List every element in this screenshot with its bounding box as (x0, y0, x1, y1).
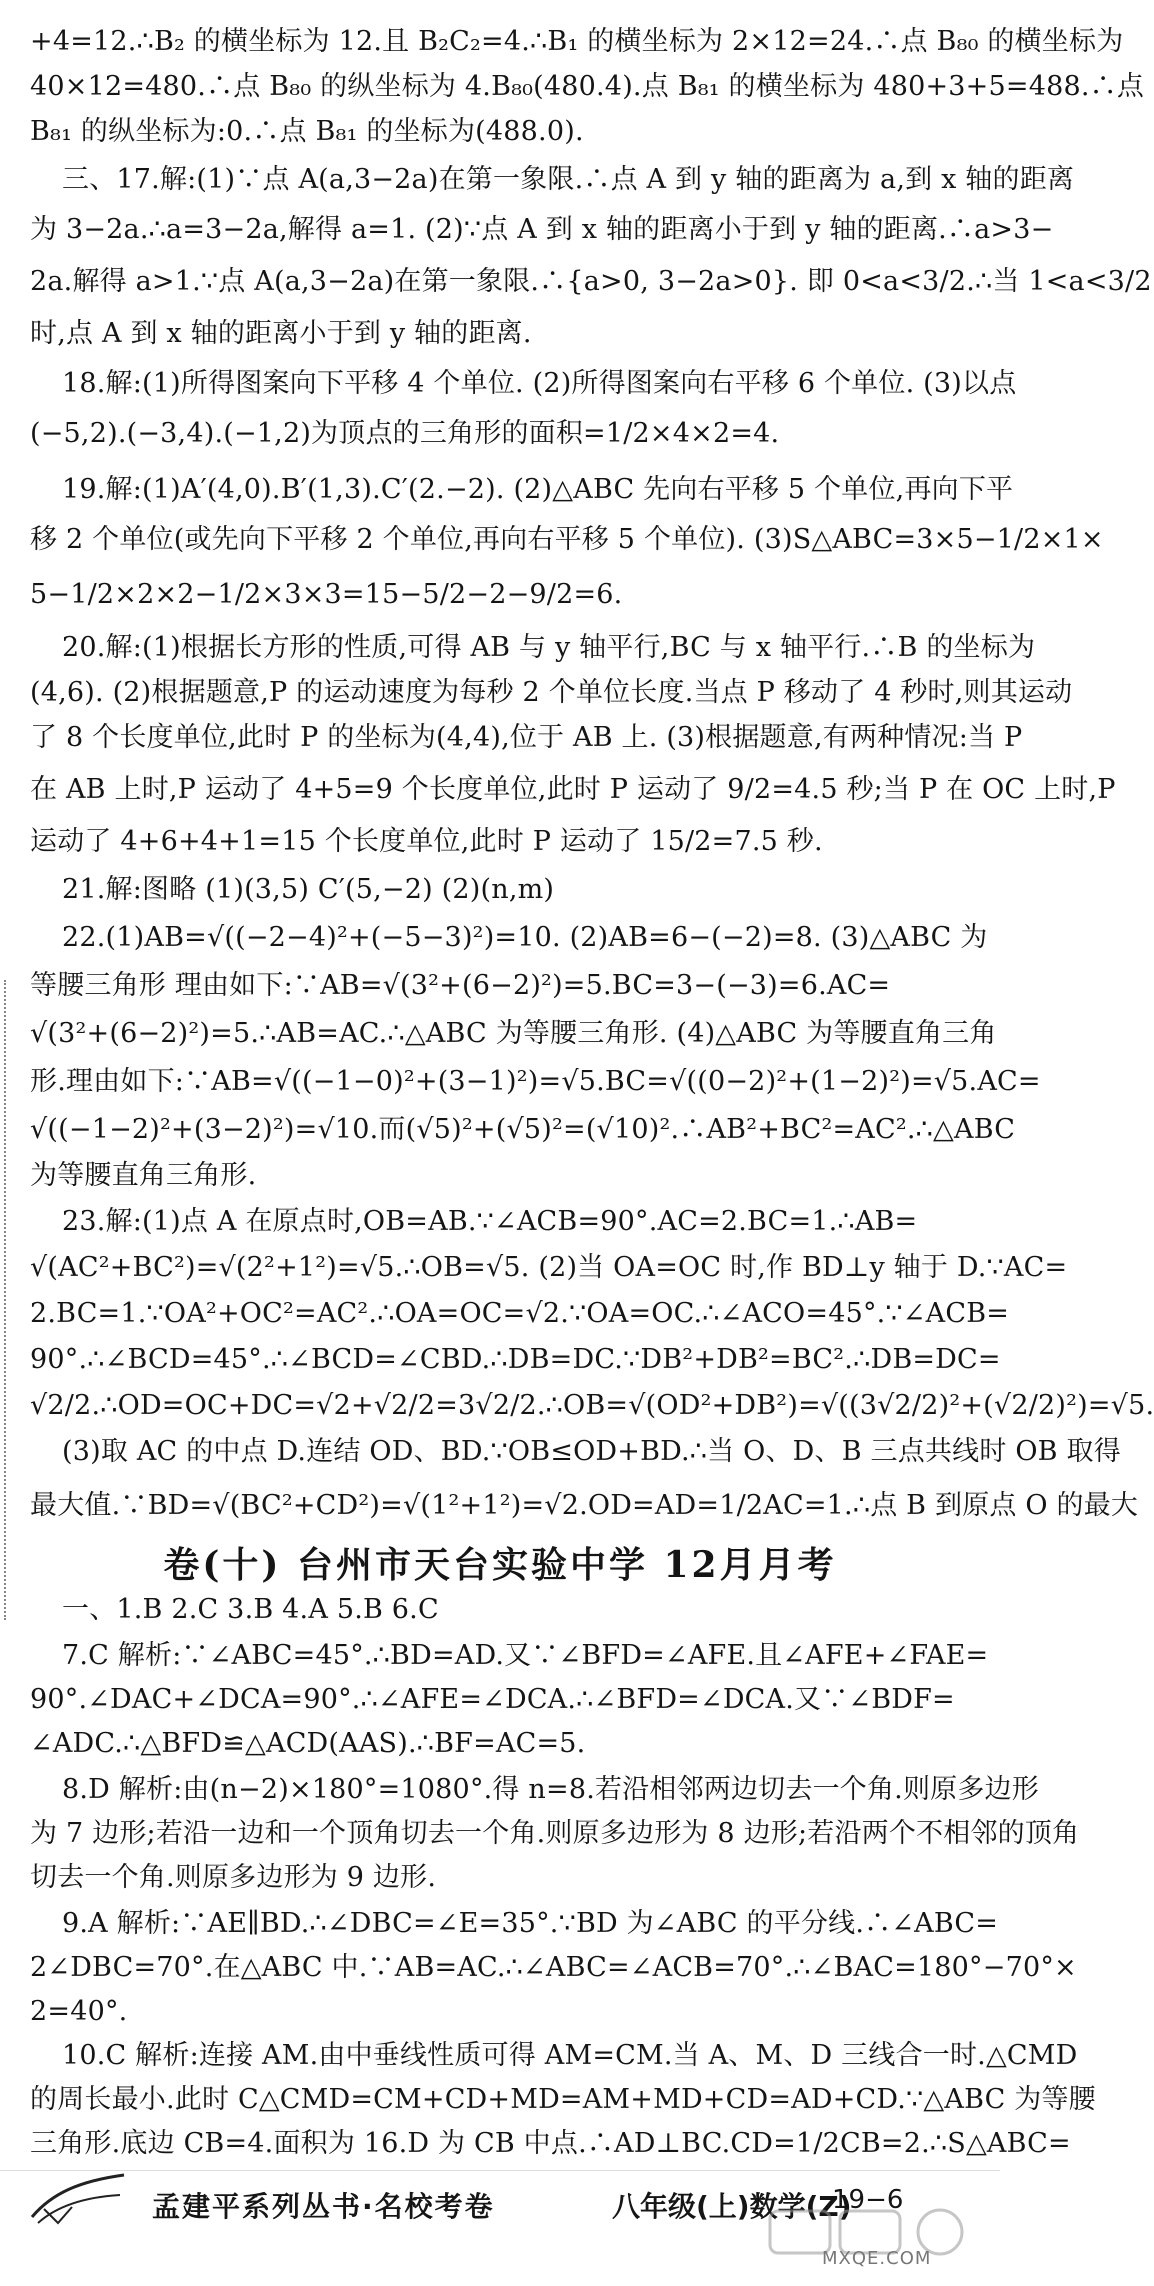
watermark-text: MXQE.COM (822, 2248, 932, 2269)
text-line: 时,点 A 到 x 轴的距离小于到 y 轴的距离. (30, 318, 532, 349)
text-line: 90°.∠DAC+∠DCA=90°.∴∠AFE=∠DCA.∴∠BFD=∠DCA.又∵∠BDF= (30, 1684, 955, 1715)
text-line: 的周长最小.此时 C△CMD=CM+CD+MD=AM+MD+CD=AD+CD.∵△ABC 为等腰 (30, 2084, 1096, 2115)
text-line: 等腰三角形 理由如下:∵AB=√(3²+(6−2)²)=5.BC=3−(−3)=6.AC= (30, 970, 891, 1001)
text-line: 21.解:图略 (1)(3,5) C′(5,−2) (2)(n,m) (62, 874, 555, 905)
text-line: 三角形.底边 CB=4.面积为 16.D 为 CB 中点.∴AD⊥BC.CD=1/2CB=2.∴S△ABC= (30, 2128, 1071, 2159)
text-line: 5−1/2×2×2−1/2×3×3=15−5/2−2−9/2=6. (30, 579, 623, 610)
text-line: (−5,2).(−3,4).(−1,2)为顶点的三角形的面积=1/2×4×2=4. (30, 418, 780, 449)
text-line: 20.解:(1)根据长方形的性质,可得 AB 与 y 轴平行,BC 与 x 轴平行.∴B 的坐标为 (62, 632, 1036, 663)
text-line: √(AC²+BC²)=√(2²+1²)=√5.∴OB=√5. (2)当 OA=OC 时,作 BD⊥y 轴于 D.∵AC= (30, 1252, 1068, 1283)
text-line: 7.C 解析:∵∠ABC=45°.∴BD=AD.又∵∠BFD=∠AFE.且∠AFE+∠FAE= (62, 1640, 989, 1671)
text-line: 19.解:(1)A′(4,0).B′(1,3).C′(2.−2). (2)△ABC 先向右平移 5 个单位,再向下平 (62, 474, 1014, 505)
text-line: 在 AB 上时,P 运动了 4+5=9 个长度单位,此时 P 运动了 9/2=4.5 秒;当 P 在 OC 上时,P (30, 774, 1116, 805)
text-line: 形.理由如下:∵AB=√((−1−0)²+(3−1)²)=√5.BC=√((0−2)²+(1−2)²)=√5.AC= (30, 1066, 1041, 1097)
text-line: 40×12=480.∴点 B₈₀ 的纵坐标为 4.B₈₀(480.4).点 B₈₁ 的横坐标为 480+3+5=488.∴点 (30, 71, 1145, 102)
text-line: 10.C 解析:连接 AM.由中垂线性质可得 AM=CM.当 A、M、D 三线合一时.△CMD (62, 2040, 1078, 2071)
text-line: 22.(1)AB=√((−2−4)²+(−5−3)²)=10. (2)AB=6−(−2)=8. (3)△ABC 为 (62, 922, 988, 953)
text-line: 为 7 边形;若沿一边和一个顶角切去一个角.则原多边形为 8 边形;若沿两个不相邻的顶角 (30, 1818, 1080, 1849)
text-line: 2a.解得 a>1.∵点 A(a,3−2a)在第一象限.∴{a>0, 3−2a>0}. 即 0<a<3/2.∴当 1<a<3/2 (30, 266, 1152, 297)
text-line: 23.解:(1)点 A 在原点时,OB=AB.∵∠ACB=90°.AC=2.BC=1.∴AB= (62, 1206, 918, 1237)
text-line: 8.D 解析:由(n−2)×180°=1080°.得 n=8.若沿相邻两边切去一个角.则原多边形 (62, 1774, 1039, 1805)
text-line: 一、1.B 2.C 3.B 4.A 5.B 6.C (62, 1594, 439, 1625)
text-line: 运动了 4+6+4+1=15 个长度单位,此时 P 运动了 15/2=7.5 秒. (30, 826, 823, 857)
footer-grade-subject: 八年级(上)数学(Z) (612, 2190, 852, 2223)
text-line: 18.解:(1)所得图案向下平移 4 个单位. (2)所得图案向右平移 6 个单位. (3)以点 (62, 368, 1017, 399)
text-line: √2/2.∴OD=OC+DC=√2+√2/2=3√2/2.∴OB=√(OD²+DB²)=√((3√2/2)²+(√2/2)²)=√5. (30, 1390, 1154, 1421)
text-line: (4,6). (2)根据题意,P 的运动速度为每秒 2 个单位长度.当点 P 移动了 4 秒时,则其运动 (30, 677, 1073, 708)
footer-series-title: 孟建平系列丛书·名校考卷 (152, 2190, 495, 2223)
text-line: ∠ADC.∴△BFD≌△ACD(AAS).∴BF=AC=5. (30, 1728, 586, 1759)
text-line: 为 3−2a.∴a=3−2a,解得 a=1. (2)∵点 A 到 x 轴的距离小于到 y 轴的距离.∴a>3− (30, 214, 1054, 245)
text-line: B₈₁ 的纵坐标为:0.∴点 B₈₁ 的坐标为(488.0). (30, 116, 584, 147)
text-line: +4=12.∴B₂ 的横坐标为 12.且 B₂C₂=4.∴B₁ 的横坐标为 2×12=24.∴点 B₈₀ 的横坐标为 (30, 26, 1124, 57)
text-line: 三、17.解:(1)∵点 A(a,3−2a)在第一象限.∴点 A 到 y 轴的距离为 a,到 x 轴的距离 (62, 164, 1075, 195)
text-line: 移 2 个单位(或先向下平移 2 个单位,再向右平移 5 个单位). (3)S△ABC=3×5−1/2×1× (30, 524, 1104, 555)
text-line: 9.A 解析:∵AE∥BD.∴∠DBC=∠E=35°.∵BD 为∠ABC 的平分线.∴∠ABC= (62, 1908, 999, 1939)
footer-page-number: 19−6 (832, 2185, 904, 2215)
section-title: 卷(十) 台州市天台实验中学 12月月考 (163, 1544, 837, 1586)
text-line: 2∠DBC=70°.在△ABC 中.∵AB=AC.∴∠ABC=∠ACB=70°.∴∠BAC=180°−70°× (30, 1952, 1077, 1983)
text-line: √(3²+(6−2)²)=5.∴AB=AC.∴△ABC 为等腰三角形. (4)△ABC 为等腰直角三角 (30, 1018, 997, 1049)
binding-margin-marks (4, 980, 16, 1620)
text-line: √((−1−2)²+(3−2)²)=√10.而(√5)²+(√5)²=(√10)².∴AB²+BC²=AC².∴△ABC (30, 1114, 1016, 1145)
text-line: 切去一个角.则原多边形为 9 边形. (30, 1862, 437, 1893)
text-line: 最大值.∵BD=√(BC²+CD²)=√(1²+1²)=√2.OD=AD=1/2AC=1.∴点 B 到原点 O 的最大 (30, 1490, 1139, 1521)
text-line: (3)取 AC 的中点 D.连结 OD、BD.∵OB≤OD+BD.∴当 O、D、B 三点共线时 OB 取得 (62, 1436, 1121, 1467)
text-line: 90°.∴∠BCD=45°.∴∠BCD=∠CBD.∴DB=DC.∵DB²+DB²=BC².∴DB=DC= (30, 1344, 1001, 1375)
text-line: 2=40°. (30, 1996, 128, 2027)
text-line: 了 8 个长度单位,此时 P 的坐标为(4,4),位于 AB 上. (3)根据题意,有两种情况:当 P (30, 722, 1023, 753)
text-line: 2.BC=1.∵OA²+OC²=AC².∴OA=OC=√2.∵OA=OC.∴∠ACO=45°.∵∠ACB= (30, 1298, 1010, 1329)
publisher-logo-icon (24, 2165, 134, 2235)
text-line: 为等腰直角三角形. (30, 1160, 257, 1191)
